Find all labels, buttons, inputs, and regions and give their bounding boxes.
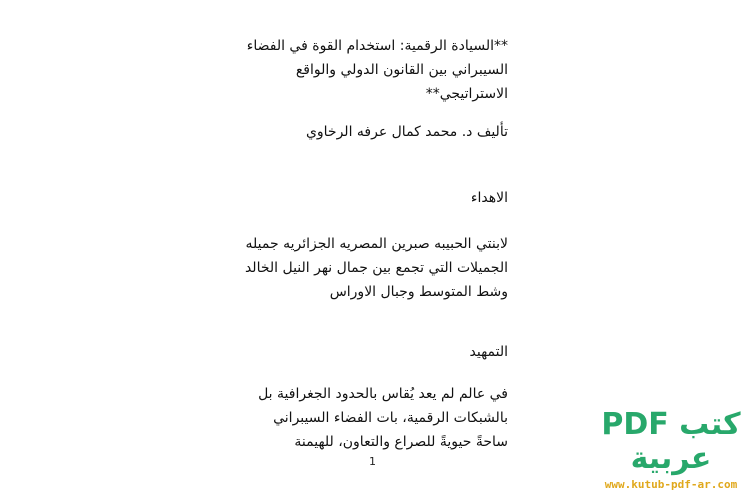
dedication-line: لابنتي الحبيبه صبرين المصريه الجزائريه جميله [245, 236, 508, 252]
dedication-line: الجميلات التي تجمع بين جمال نهر النيل الخالد [244, 260, 508, 276]
title-line: **السيادة الرقمية: استخدام القوة في الفضاء [246, 38, 508, 54]
intro-line: في عالم لم يعد يُقاس بالحدود الجغرافية بل [258, 386, 508, 402]
author-line: تأليف د. محمد كمال عرفه الرخاوي [305, 124, 508, 140]
intro-heading: التمهيد [469, 344, 508, 360]
site-watermark [596, 408, 746, 491]
dedication-text [208, 232, 508, 304]
intro-line: ساحةً حيويةً للصراع والتعاون، للهيمنة [294, 434, 508, 450]
page-number: 1 [369, 455, 376, 468]
dedication-heading: الاهداء [470, 190, 508, 206]
intro-text [208, 382, 508, 454]
intro-line: بالشبكات الرقمية، بات الفضاء السيبراني [273, 410, 508, 426]
watermark-title: كتب PDF عربية [601, 407, 741, 476]
dedication-line: وشط المتوسط وجبال الاوراس [329, 284, 508, 300]
title-line: السيبراني بين القانون الدولي والواقع [295, 62, 508, 78]
title-line: الاستراتيجي** [425, 86, 508, 102]
document-title [208, 34, 508, 106]
watermark-url: www.kutub-pdf-ar.com [604, 478, 738, 491]
